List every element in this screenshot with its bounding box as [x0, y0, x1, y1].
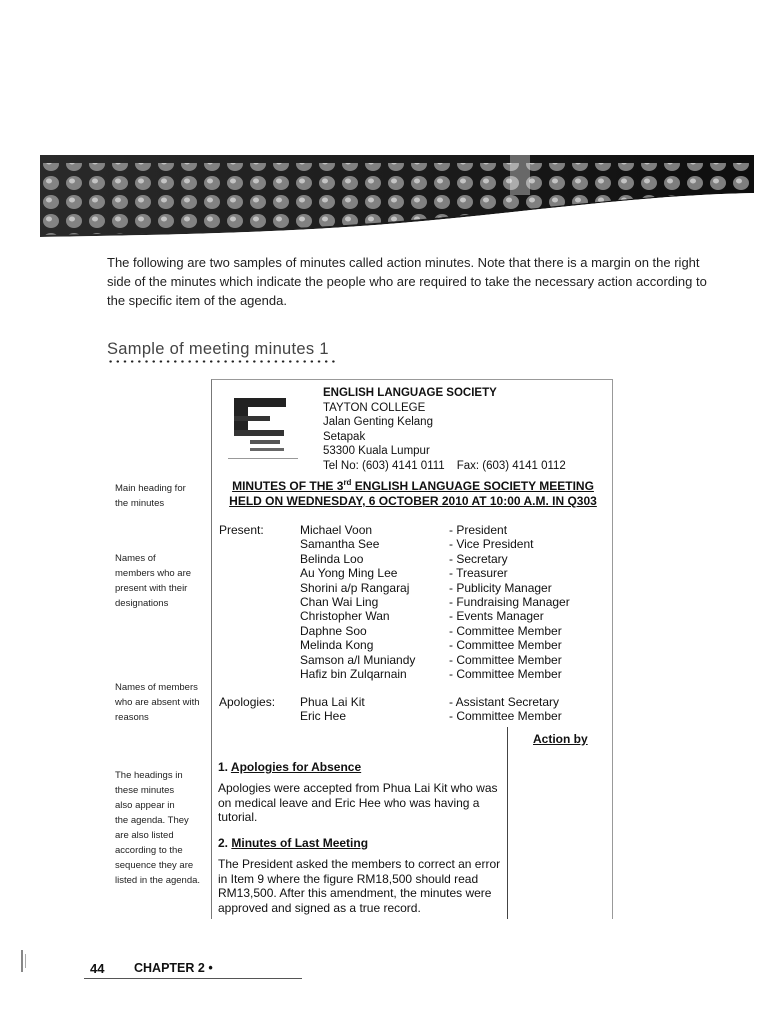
header-banner-image: [40, 155, 754, 245]
section-title: Apologies for Absence: [230, 760, 362, 774]
member-name: Christopher Wan: [300, 609, 390, 624]
title-ordinal: rd: [343, 478, 352, 487]
present-roles: [449, 523, 570, 681]
margin-note-headings: [115, 768, 200, 888]
member-name: Daphne Soo: [300, 623, 367, 638]
society-logo-icon: [228, 392, 298, 464]
margin-note-main-heading: [115, 481, 186, 511]
member-name: Hafiz bin Zulqarnain: [300, 667, 407, 682]
apologies-roles: [449, 695, 562, 724]
member-role: - Committee Member: [449, 638, 562, 653]
address-line: Jalan Genting Kelang: [323, 416, 433, 428]
member-name: Au Yong Ming Lee: [300, 566, 398, 581]
address-line: TAYTON COLLEGE: [323, 401, 426, 414]
member-role: - Treasurer: [449, 566, 508, 581]
scan-artifact-icon: [18, 950, 32, 972]
margin-note-present: [115, 551, 191, 611]
apologies-label: Apologies:: [219, 695, 276, 709]
section-body: The President asked the members to correct an error in Item 9 where the figure RM18,500 should read RM13,500. After this amendment, the minutes were approved and signed as a true record.: [218, 857, 501, 915]
note-line: Main heading for: [115, 483, 186, 494]
member-name: Chan Wai Ling: [300, 595, 379, 610]
member-role: - Committee Member: [449, 709, 562, 724]
member-role: - Fundraising Manager: [449, 595, 570, 610]
member-name: Michael Voon: [300, 523, 373, 537]
member-name: Belinda Loo: [300, 551, 364, 566]
member-name: Samson a/l Muniandy: [300, 652, 416, 667]
member-name: Shorini a/p Rangaraj: [300, 580, 410, 595]
note-line: according to the: [115, 845, 183, 856]
member-name: Eric Hee: [300, 709, 347, 724]
heading-dotted-underline: [107, 360, 335, 363]
section-number: 1.: [218, 760, 229, 774]
note-line: also appear in: [115, 800, 175, 811]
note-line: who are absent with: [115, 697, 200, 708]
note-line: Names of: [115, 553, 156, 564]
section-number: 2.: [218, 836, 229, 850]
tel: Tel No: (603) 4141 0111: [323, 459, 445, 472]
sample-heading: Sample of meeting minutes 1: [107, 340, 329, 358]
title-part: MINUTES OF THE 3: [232, 479, 344, 493]
member-role: - Secretary: [449, 551, 508, 566]
fax: Fax: (603) 4141 0112: [456, 459, 566, 472]
org-name: ENGLISH LANGUAGE SOCIETY: [323, 387, 497, 399]
chapter-label: CHAPTER 2 •: [134, 961, 213, 975]
note-line: reasons: [115, 712, 149, 723]
section-heading: [218, 760, 361, 774]
note-line: these minutes: [115, 785, 175, 796]
note-line: Names of members: [115, 682, 198, 693]
letterhead: [323, 386, 566, 473]
member-role: - Committee Member: [449, 623, 562, 638]
intro-paragraph: The following are two samples of minutes called action minutes. Note that there is a margin on the right side of the minutes which indicate the people who are required to take the necessary action according to the specific item of the agenda.: [107, 255, 707, 308]
address-line: 53300 Kuala Lumpur: [323, 445, 430, 457]
member-name: Phua Lai Kit: [300, 695, 365, 709]
title-line-1: [218, 479, 608, 494]
present-label: Present:: [219, 523, 264, 537]
title-part: ENGLISH LANGUAGE SOCIETY MEETING: [351, 479, 594, 493]
note-line: listed in the agenda.: [115, 875, 201, 886]
apologies-names: [300, 695, 365, 724]
section-body: Apologies were accepted from Phua Lai Kit who was on medical leave and Eric Hee who was having a tutorial.: [218, 781, 498, 825]
action-column-divider: [507, 727, 508, 919]
member-role: - Publicity Manager: [449, 580, 552, 595]
member-name: Samantha See: [300, 537, 380, 552]
section-heading: [218, 836, 368, 850]
member-name: Melinda Kong: [300, 638, 374, 653]
member-role: - Committee Member: [449, 667, 562, 682]
member-role: - Committee Member: [449, 652, 562, 667]
title-line-2: HELD ON WEDNESDAY, 6 OCTOBER 2010 AT 10:00 A.M. IN Q303: [229, 494, 597, 508]
member-role: - Assistant Secretary: [449, 695, 560, 709]
address-line: Setapak: [323, 430, 366, 443]
note-line: designations: [115, 598, 169, 609]
minutes-title: [218, 479, 608, 509]
footer-rule: [84, 978, 302, 979]
note-line: The headings in: [115, 770, 183, 781]
note-line: sequence they are: [115, 860, 194, 871]
action-by-heading: Action by: [533, 732, 588, 746]
member-role: - Events Manager: [449, 609, 544, 624]
member-role: - President: [449, 523, 508, 537]
note-line: the agenda. They: [115, 815, 189, 826]
note-line: members who are: [115, 568, 192, 579]
contact-line: [323, 459, 566, 474]
note-line: the minutes: [115, 498, 165, 509]
note-line: are also listed: [115, 830, 174, 841]
note-line: present with their: [115, 583, 188, 594]
page-number: 44: [90, 961, 105, 976]
section-title: Minutes of Last Meeting: [231, 836, 369, 850]
margin-note-absent: [115, 680, 200, 725]
present-names: [300, 523, 415, 681]
member-role: - Vice President: [449, 537, 534, 552]
